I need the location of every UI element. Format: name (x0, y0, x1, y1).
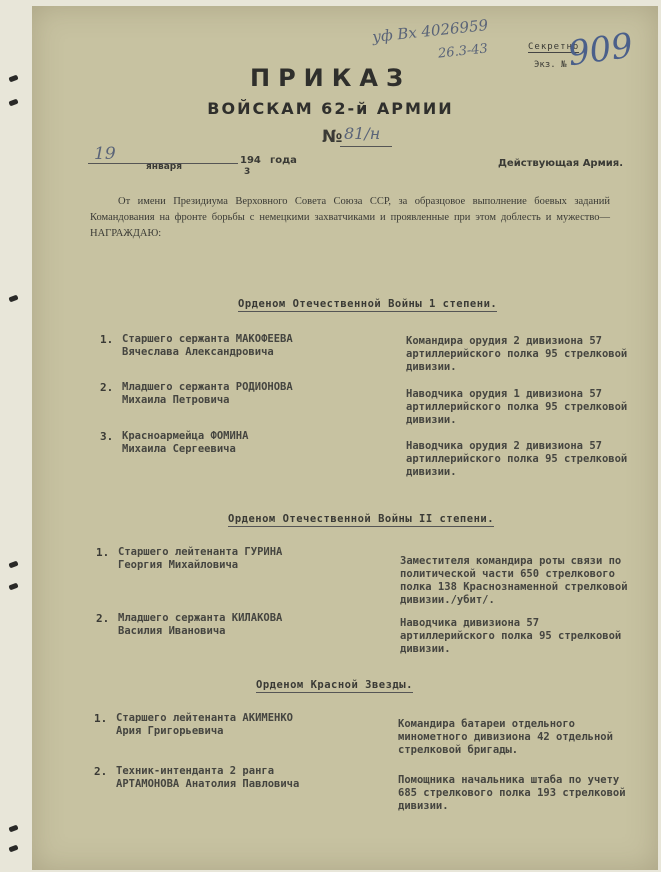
awardee-name: Красноармейца ФОМИНА Михаила Сергеевича (122, 430, 249, 455)
order-number-label: № (322, 127, 343, 147)
incoming-registration-note: уф Вх 4026959 (371, 15, 489, 47)
order-day: 19 (94, 144, 116, 164)
order-number: 81/н (344, 124, 381, 143)
active-army-label: Действующая Армия. (498, 158, 623, 169)
awardee-position: Командира батареи отдельного минометного дивизиона 42 отдельной стрелковой бригады. (398, 718, 613, 756)
registration-date: 26.3-43 (437, 41, 489, 62)
secret-label: Секретно (528, 42, 580, 52)
order-year-word: года (270, 155, 297, 166)
order-number-underline (340, 146, 392, 147)
awardee-position: Заместителя командира роты связи по политической части 650 стрелкового полка 138 Краснознаменной стрелковой дивизии./убит/. (400, 555, 628, 606)
copy-number: 909 (565, 25, 636, 75)
awardee-name: Старшего лейтенанта ГУРИНА Георгия Михайловича (118, 546, 283, 571)
item-number: 1. (100, 333, 114, 346)
section-title: Орденом Красной Звезды. (256, 679, 413, 691)
order-subtitle: ВОЙСКАМ 62-й АРМИИ (207, 99, 454, 118)
item-number: 2. (96, 612, 110, 625)
awardee-position: Командира орудия 2 дивизиона 57 артиллерийского полка 95 стрелковой дивизии. (406, 335, 628, 373)
item-number: 2. (100, 381, 114, 394)
item-number: 3. (100, 430, 114, 443)
order-month: января (146, 162, 182, 172)
awardee-position: Наводчика орудия 1 дивизиона 57 артиллерийского полка 95 стрелковой дивизии. (406, 388, 628, 426)
awardee-name: Младшего сержанта КИЛАКОВА Василия Ивановича (118, 612, 283, 637)
awardee-name: Старшего лейтенанта АКИМЕНКО Ария Григорьевича (116, 712, 294, 737)
awardee-name: Старшего сержанта МАКОФЕЕВА Вячеслава Александровича (122, 333, 293, 358)
order-year-prefix: 194 (240, 155, 261, 166)
awardee-position: Наводчика орудия 2 дивизиона 57 артиллерийского полка 95 стрелковой дивизии. (406, 440, 628, 478)
awardee-position: Помощника начальника штаба по учету 685 стрелкового полка 193 стрелковой дивизии. (398, 774, 626, 812)
section-title: Орденом Отечественной Войны II степени. (228, 513, 495, 525)
binder-holes (0, 0, 32, 872)
item-number: 2. (94, 765, 108, 778)
order-title: ПРИКАЗ (249, 64, 411, 92)
item-number: 1. (96, 546, 110, 559)
awardee-name: Младшего сержанта РОДИОНОВА Михаила Петровича (122, 381, 293, 406)
intro-paragraph: От имени Президиума Верховного Совета Союза ССР, за образцовое выполнение боевых заданий Командования на фронте борьбы с немецкими захватчиками и проявленные при этом доблесть и мужество—НАГРАЖДАЮ: (90, 196, 610, 239)
awardee-position: Наводчика дивизиона 57 артиллерийского полка 95 стрелковой дивизии. (400, 617, 622, 655)
section-title: Орденом Отечественной Войны 1 степени. (238, 298, 498, 310)
awardee-name: Техник-интенданта 2 ранга АРТАМОНОВА Анатолия Павловича (116, 765, 300, 790)
order-year-suffix: 3 (244, 167, 251, 177)
item-number: 1. (94, 712, 108, 725)
copy-number-label: Экз. № (534, 60, 567, 70)
